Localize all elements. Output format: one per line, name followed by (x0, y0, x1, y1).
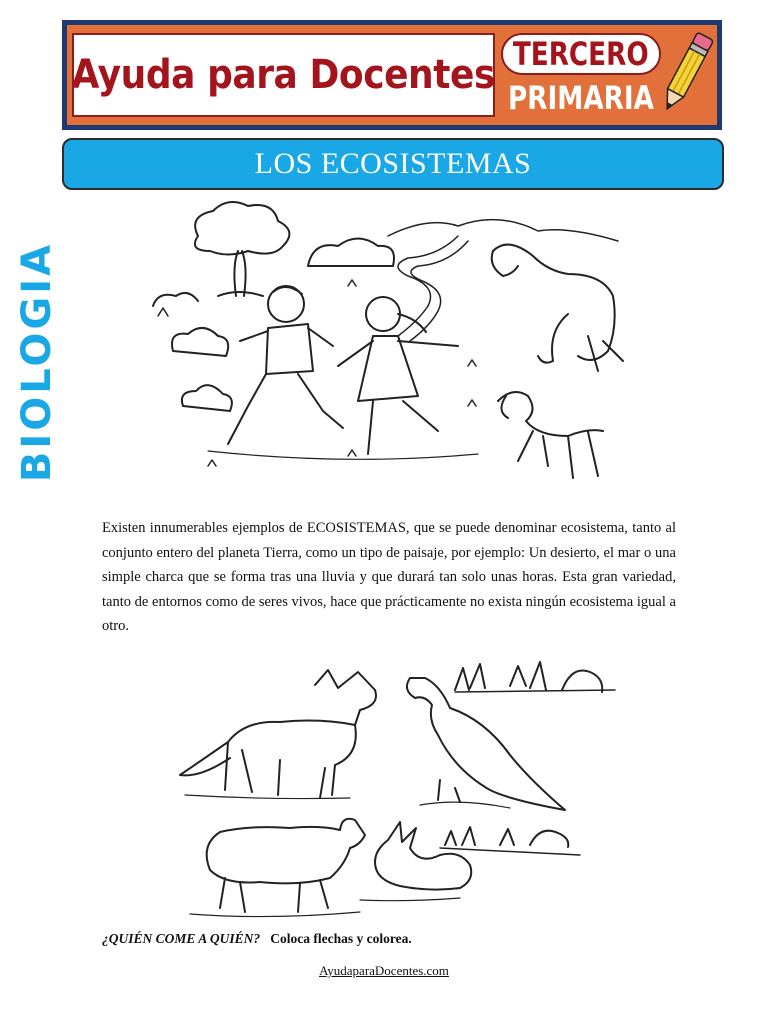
title-bar (62, 138, 724, 190)
footer-link[interactable]: AyudaparaDocentes.com (319, 963, 449, 978)
side-label-text: BIOLOGIA (14, 241, 60, 483)
food-chain-illustration (170, 650, 620, 925)
instruction-question: ¿QUIÉN COME A QUIÉN? (102, 931, 261, 946)
intro-paragraph: Existen innumerables ejemplos de ECOSISTEMAS, que se puede denominar ecosistema, tanto al conjunto entero del planeta Tierra, como un tipo de paisaje, por ejemplo: Un desierto, el mar o una simple charca que se forma tras una lluvia y que durará tan solo unas horas. Esta gran variedad, tanto de entornos como de seres vivos, hace que prácticamente no exista ningún ecosistema igual a otro. (102, 520, 676, 634)
header-banner-inner (67, 25, 717, 125)
grade-top-text: TERCERO (513, 35, 649, 73)
page-title: LOS ECOSISTEMAS (254, 147, 532, 180)
brand-title: Ayuda para Docentes (71, 52, 496, 98)
grade-bottom-text: PRIMARIA (508, 79, 654, 117)
grade-top-pill (501, 33, 661, 75)
instruction (102, 931, 412, 947)
instruction-task: Coloca flechas y colorea. (270, 931, 412, 946)
grade-badge (501, 33, 663, 119)
side-label (14, 212, 60, 512)
header-banner (62, 20, 722, 130)
brand-box (72, 33, 495, 117)
grade-bottom (501, 77, 661, 119)
ecosystem-illustration (148, 196, 628, 486)
pencil-icon (655, 27, 715, 119)
